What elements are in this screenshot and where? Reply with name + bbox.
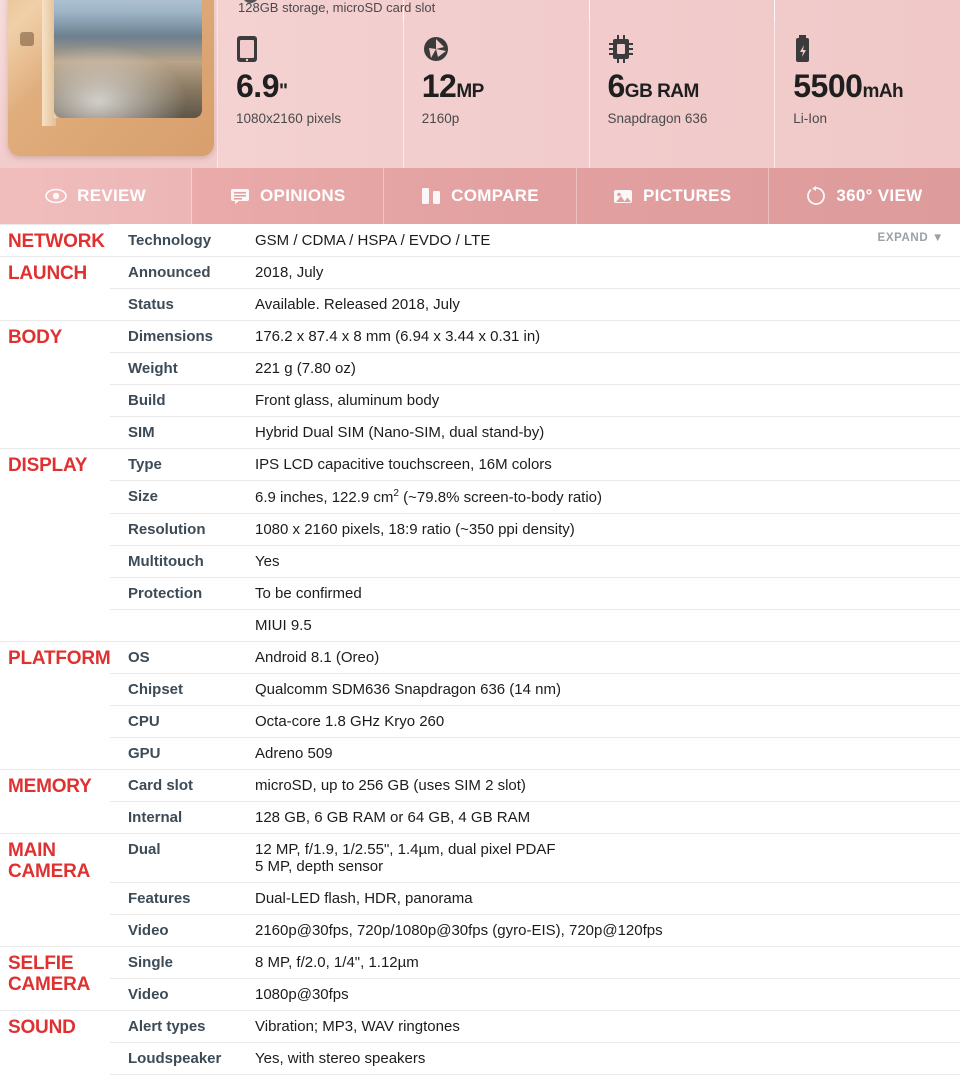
- hero-spec-camera-sub: 2160p: [421, 111, 460, 126]
- table-row: [0, 882, 960, 914]
- spec-value: 176.2 x 87.4 x 8 mm (6.94 x 3.44 x 0.31 in): [255, 320, 960, 352]
- hero-spec-chipset-value: 6GB RAM: [607, 68, 699, 104]
- table-row: [0, 545, 960, 577]
- table-row: [0, 256, 960, 288]
- spec-value: 6.9 inches, 122.9 $cm^2$ (~79.8% screen-to-body ratio): [255, 480, 960, 513]
- spec-value: Yes, with stereo speakers: [255, 1042, 960, 1074]
- spec-value: 1080p@30fps: [255, 978, 960, 1010]
- table-row: [0, 737, 960, 769]
- spec-value: 2160p@30fps, 720p/1080p@30fps (gyro-EIS), 720p@120fps: [255, 914, 960, 946]
- spec-value: 1080 x 2160 pixels, 18:9 ratio (~350 ppi density): [255, 513, 960, 545]
- spec-title: Internal: [110, 801, 255, 833]
- table-row: [0, 384, 960, 416]
- table-row: [0, 769, 960, 801]
- tab-opinions[interactable]: [192, 168, 384, 224]
- spec-title: Status: [110, 288, 255, 320]
- spec-title: Dimensions: [110, 320, 255, 352]
- hero-spec-display-value: 6.9": [236, 68, 288, 104]
- table-row: [0, 480, 960, 513]
- tab-pictures[interactable]: [577, 168, 769, 224]
- spec-value: Adreno 509: [255, 737, 960, 769]
- hero-storage-text: 128GB storage, microSD card slot: [238, 0, 436, 15]
- compare-icon: [421, 187, 441, 205]
- spec-value: To be confirmed: [255, 577, 960, 609]
- spec-title: Protection: [110, 577, 255, 609]
- spec-category-sound: SOUND: [0, 1010, 110, 1074]
- spec-title: GPU: [110, 737, 255, 769]
- rotate-icon: [806, 186, 826, 206]
- spec-category-platform: PLATFORM: [0, 641, 110, 769]
- spec-title: Chipset: [110, 673, 255, 705]
- spec-value: Available. Released 2018, July: [255, 288, 960, 320]
- tab-compare-label: COMPARE: [451, 186, 539, 205]
- superscript: 2: [393, 487, 399, 499]
- table-row: [0, 577, 960, 609]
- spec-category-main-camera: MAIN CAMERA: [0, 833, 110, 946]
- device-hero-banner: [0, 0, 960, 168]
- expand-button[interactable]: EXPAND ▼: [877, 231, 944, 244]
- device-image: [0, 0, 218, 168]
- hero-spec-chipset: [589, 0, 775, 168]
- spec-title: Single: [110, 946, 255, 978]
- spec-value: 221 g (7.80 oz): [255, 352, 960, 384]
- hero-spec-display: [218, 0, 403, 168]
- table-row: [0, 946, 960, 978]
- tab-360-view[interactable]: [769, 168, 960, 224]
- spec-title: [110, 609, 255, 641]
- tab-opinions-label: OPINIONS: [260, 186, 346, 205]
- spec-category-display: DISPLAY: [0, 448, 110, 641]
- table-row: [0, 416, 960, 448]
- spec-value: 12 MP, f/1.9, 1/2.55", 1.4µm, dual pixel PDAF 5 MP, depth sensor: [255, 833, 960, 882]
- hero-spec-camera: [403, 0, 589, 168]
- spec-title: Size: [110, 480, 255, 513]
- spec-title: Resolution: [110, 513, 255, 545]
- battery-icon: [793, 34, 960, 64]
- spec-value: Yes: [255, 545, 960, 577]
- spec-value: microSD, up to 256 GB (uses SIM 2 slot): [255, 769, 960, 801]
- spec-category-body: BODY: [0, 320, 110, 448]
- spec-title: Loudspeaker: [110, 1042, 255, 1074]
- table-row: [0, 1010, 960, 1042]
- spec-title: Video: [110, 914, 255, 946]
- spec-value: Hybrid Dual SIM (Nano-SIM, dual stand-by): [255, 416, 960, 448]
- specifications-table: [0, 224, 960, 1075]
- spec-title: Build: [110, 384, 255, 416]
- table-row: [0, 1042, 960, 1074]
- display-icon: [236, 34, 403, 64]
- spec-title: Weight: [110, 352, 255, 384]
- spec-value: 8 MP, f/2.0, 1/4", 1.12µm: [255, 946, 960, 978]
- chip-icon: [608, 34, 775, 64]
- hero-spec-grid: [218, 0, 960, 168]
- spec-title: OS: [110, 641, 255, 673]
- eye-icon: [45, 188, 67, 204]
- spec-value: 128 GB, 6 GB RAM or 64 GB, 4 GB RAM: [255, 801, 960, 833]
- table-row: [0, 673, 960, 705]
- section-tabs[interactable]: [0, 168, 960, 224]
- spec-title: Multitouch: [110, 545, 255, 577]
- spec-category-launch: LAUNCH: [0, 256, 110, 320]
- spec-value: Android 8.1 (Oreo): [255, 641, 960, 673]
- hero-spec-display-sub: 1080x2160 pixels: [236, 111, 342, 126]
- spec-title: Alert types: [110, 1010, 255, 1042]
- picture-icon: [613, 188, 633, 205]
- spec-title: Features: [110, 882, 255, 914]
- spec-category-network: NETWORK: [0, 225, 110, 257]
- table-row: [0, 978, 960, 1010]
- spec-value: Qualcomm SDM636 Snapdragon 636 (14 nm): [255, 673, 960, 705]
- spec-category-memory: MEMORY: [0, 769, 110, 833]
- table-row: [0, 320, 960, 352]
- table-row: [0, 225, 960, 257]
- spec-value: 2018, July: [255, 256, 960, 288]
- spec-title: Dual: [110, 833, 255, 882]
- phone-screen: [54, 0, 202, 118]
- spec-value: MIUI 9.5: [255, 609, 960, 641]
- tab-pictures-label: PICTURES: [643, 186, 732, 205]
- spec-title: Video: [110, 978, 255, 1010]
- camera-icon: [422, 34, 589, 64]
- tab-review[interactable]: [0, 168, 192, 224]
- spec-category-selfie-camera: SELFIE CAMERA: [0, 946, 110, 1010]
- hero-spec-chipset-sub: Snapdragon 636: [607, 111, 708, 126]
- table-row: [0, 641, 960, 673]
- spec-title: Type: [110, 448, 255, 480]
- table-row: [0, 352, 960, 384]
- hero-spec-battery-value: 5500mAh: [793, 68, 904, 104]
- spec-title: CPU: [110, 705, 255, 737]
- table-row: [0, 448, 960, 480]
- spec-value: Front glass, aluminum body: [255, 384, 960, 416]
- phone-logo-icon: [20, 32, 34, 46]
- spec-value: Octa-core 1.8 GHz Kryo 260: [255, 705, 960, 737]
- table-row: [0, 288, 960, 320]
- table-row: [0, 833, 960, 882]
- tab-compare[interactable]: [384, 168, 576, 224]
- spec-value: EXPAND ▼ GSM / CDMA / HSPA / EVDO / LTE: [255, 225, 960, 257]
- table-row: [0, 914, 960, 946]
- hero-spec-battery-sub: Li-Ion: [793, 111, 828, 126]
- table-row: [0, 609, 960, 641]
- comment-icon: [230, 188, 250, 204]
- spec-title: SIM: [110, 416, 255, 448]
- spec-value: Dual-LED flash, HDR, panorama: [255, 882, 960, 914]
- table-row: [0, 801, 960, 833]
- spec-title: Announced: [110, 256, 255, 288]
- spec-title: Technology: [110, 225, 255, 257]
- tab-review-label: REVIEW: [77, 186, 147, 205]
- tab-360-view-label: 360° VIEW: [836, 186, 923, 205]
- table-row: [0, 705, 960, 737]
- phone-photo: [8, 0, 214, 156]
- spec-title: Card slot: [110, 769, 255, 801]
- table-row: [0, 513, 960, 545]
- hero-spec-battery: [774, 0, 960, 168]
- hero-spec-camera-value: 12MP: [421, 68, 484, 104]
- spec-value: IPS LCD capacitive touchscreen, 16M colors: [255, 448, 960, 480]
- spec-value: Vibration; MP3, WAV ringtones: [255, 1010, 960, 1042]
